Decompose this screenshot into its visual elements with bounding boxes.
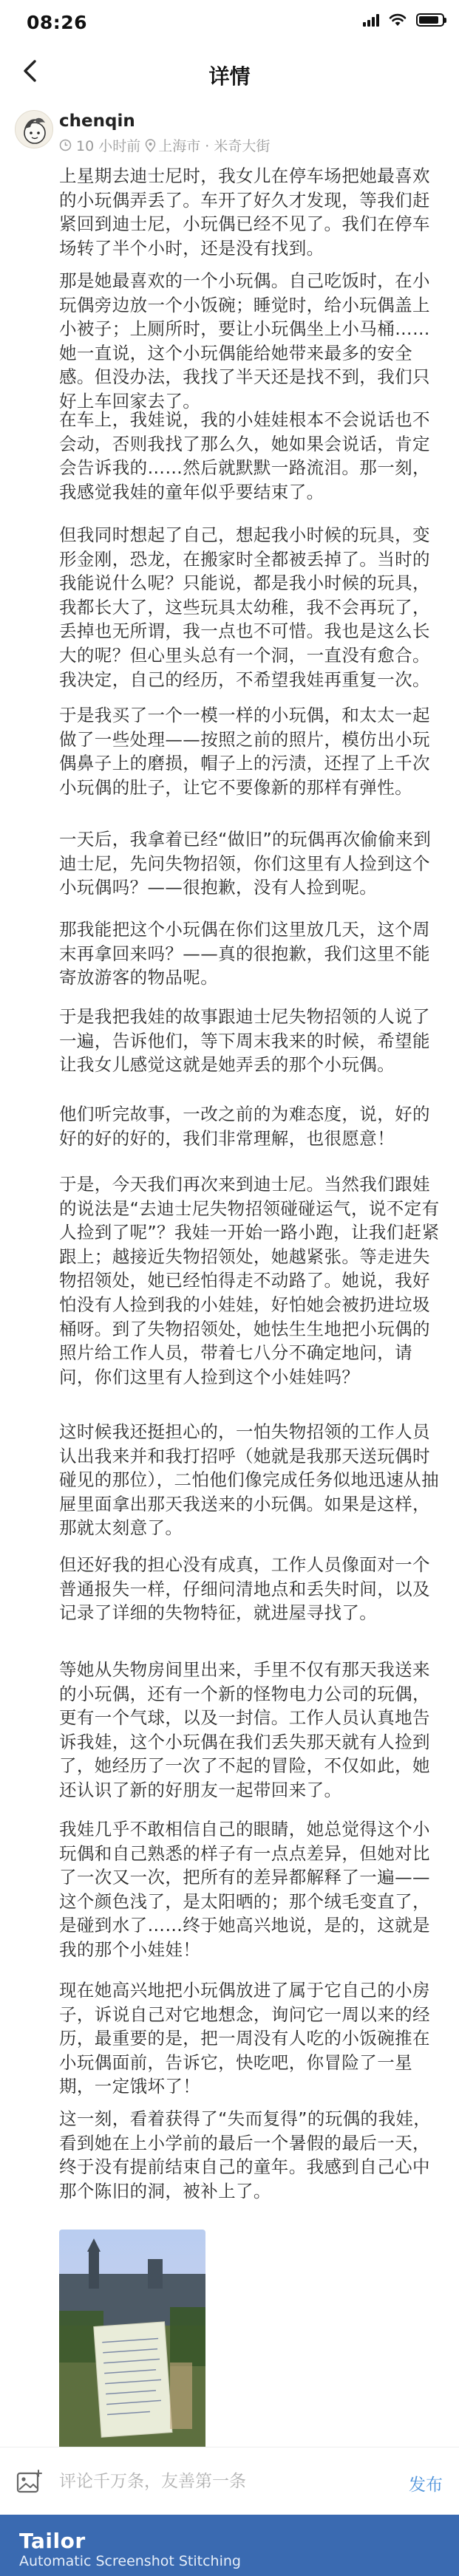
- paragraph-15: 现在她高兴地把小玩偶放进了属于它自己的小房子，诉说自己对它地想念，询问它一周以来的经历，最重要的是，把一周没有人吃的小饭碗推在小玩偶面前，告诉它，快吃吧，你冒险了一星期，一定饿坏了！: [59, 1980, 430, 2097]
- image-icon: [16, 2470, 43, 2495]
- paragraph-10: 于是，今天我们再次来到迪士尼。当然我们跟娃的说法是“去迪士尼失物招领碰碰运气，说不定有人捡到了呢”？我娃一开始一路小跑，让我们赶紧跟上；越接近失物招领处，她越紧张。等走进失物招领处，她已经怕得走不动路了。她说，我好怕没有人捡到我的小娃娃，好怕她会被扔进垃圾桶呀。到了失物招领处，她怯生生地把小玩偶的照片给工作人员，带着七八分不确定地问，请问，你们这里有人捡到这个小娃娃吗？: [59, 1174, 440, 1387]
- avatar-illustration: [16, 111, 53, 148]
- avatar[interactable]: [15, 110, 53, 148]
- location-pin-icon: [145, 139, 156, 152]
- battery-icon: [416, 13, 444, 27]
- footer-app-name: Tailor: [19, 2529, 86, 2553]
- publish-button[interactable]: 发布: [409, 2476, 443, 2495]
- paragraph-12: 但还好我的担心没有成真，工作人员像面对一个普通报失一样，仔细问清地点和丢失时间，以及记录了详细的失物特征，就进屋寻找了。: [59, 1554, 430, 1624]
- page-title: 详情: [208, 64, 251, 89]
- status-time: 08:26: [27, 12, 88, 33]
- paragraph-2: 那是她最喜欢的一个小玩偶。自己吃饭时，在小玩偶旁边放一个小饭碗；睡觉时，给小玩偶盖上小被子；上厕所时，要让小玩偶坐上小马桶……她一直说，这个小玩偶能给她带来最多的安全感。但没办法，我找了半天还是找不到，我们只好上车回家去了。: [59, 270, 430, 411]
- location-text: 上海市 · 米奇大街: [158, 138, 271, 154]
- nav-bar: [0, 41, 459, 100]
- paragraph-8: 于是我把我娃的故事跟迪士尼失物招领的人说了一遍，告诉他们，等下周末我来的时候，希望能让我女儿感觉这就是她弄丢的那个小玩偶。: [59, 1006, 430, 1076]
- comment-bar: [0, 2447, 459, 2515]
- paragraph-4: 但我同时想起了自己，想起我小时候的玩具，变形金刚，恐龙，在搬家时全都被丢掉了。当时的我能说什么呢？只能说，都是我小时候的玩具，我都长大了，这些玩具太幼稚，我不会再玩了，丢掉也无所谓，我一点也不可惜。我也是这么长大的呢？但心里头总有一个洞，一直没有愈合。我决定，自己的经历，不希望我娃再重复一次。: [59, 525, 430, 690]
- post-meta: [59, 135, 270, 155]
- status-bar: [0, 0, 459, 33]
- footer-tagline: Automatic Screenshot Stitching: [19, 2553, 241, 2569]
- paragraph-11: 这时候我还挺担心的，一怕失物招领的工作人员认出我来并和我打招呼（她就是我那天送玩偶时碰见的那位），二怕他们像完成任务似地迅速从抽屉里面拿出那天我送来的小玩偶。如果是这样，那就太刻意了。: [59, 1421, 440, 1539]
- paragraph-1: 上星期去迪士尼时，我女儿在停车场把她最喜欢的小玩偶弄丢了。车开了好久才发现，等我们赶紧回到迪士尼，小玩偶已经不见了。我们在停车场转了半个小时，还是没有找到。: [59, 165, 430, 259]
- paragraph-14: 我娃几乎不敢相信自己的眼睛，她总觉得这个小玩偶和自己熟悉的样子有一点点差异，但她对比了一次又一次，把所有的差异都解释了一遍——这个颜色浅了，是太阳晒的；那个绒毛变直了，是碰到水了……终于她高兴地说，是的，这就是我的那个小娃娃！: [59, 1819, 430, 1960]
- comment-input[interactable]: [59, 2461, 384, 2502]
- post-time: 10 小时前: [76, 138, 141, 154]
- author-name[interactable]: chenqin: [59, 112, 135, 131]
- paragraph-13: 等她从失物房间里出来，手里不仅有那天我送来的小玩偶，还有一个新的怪物电力公司的玩偶，更有一个气球，以及一封信。工作人员认真地告诉我娃，这个小玩偶在我们丢失那天就有人捡到了，她经历了一次了不起的冒险，不仅如此，她还认识了新的好朋友一起带回来了。: [59, 1659, 430, 1800]
- paragraph-7: 那我能把这个小玩偶在你们这里放几天，这个周末再拿回来吗？——真的很抱歉，我们这里不能寄放游客的物品呢。: [59, 919, 430, 988]
- cellular-signal-icon: [363, 13, 379, 27]
- author-header: [0, 106, 459, 157]
- paragraph-16: 这一刻，看着获得了“失而复得”的玩偶的我娃，看到她在上小学前的最后一个暑假的最后一天，终于没有提前结束自己的童年。我感到自己心中那个陈旧的洞，被补上了。: [59, 2108, 432, 2201]
- tailor-footer: [0, 2515, 459, 2576]
- wifi-icon: [388, 13, 407, 27]
- attached-photo[interactable]: [59, 2230, 205, 2451]
- paragraph-6: 一天后，我拿着已经“做旧”的玩偶再次偷偷来到迪士尼，先问失物招领，你们这里有人捡到这个小玩偶吗？——很抱歉，没有人捡到呢。: [59, 829, 432, 898]
- paragraph-9: 他们听完故事，一改之前的为难态度，说，好的好的好的好的，我们非常理解，也很愿意！: [59, 1104, 430, 1149]
- status-icons: [363, 13, 444, 27]
- photo-image: [59, 2230, 205, 2451]
- battery-level: [419, 16, 438, 24]
- paragraph-5: 于是我买了一个一模一样的小玩偶，和太太一起做了一些处理——按照之前的照片，模仿出小玩偶鼻子上的磨损，帽子上的污渍，还捏了上千次小玩偶的肚子，让它不要像新的那样有弹性。: [59, 705, 430, 798]
- post-location: [145, 135, 270, 155]
- add-image-button[interactable]: [16, 2470, 43, 2495]
- clock-icon: [59, 139, 72, 151]
- paragraph-3: 在车上，我娃说，我的小娃娃根本不会说话也不会动，否则我找了那么久，她如果会说话，肯定会告诉我的……然后就默默一路流泪。那一刻，我感觉我娃的童年似乎要结束了。: [59, 409, 430, 502]
